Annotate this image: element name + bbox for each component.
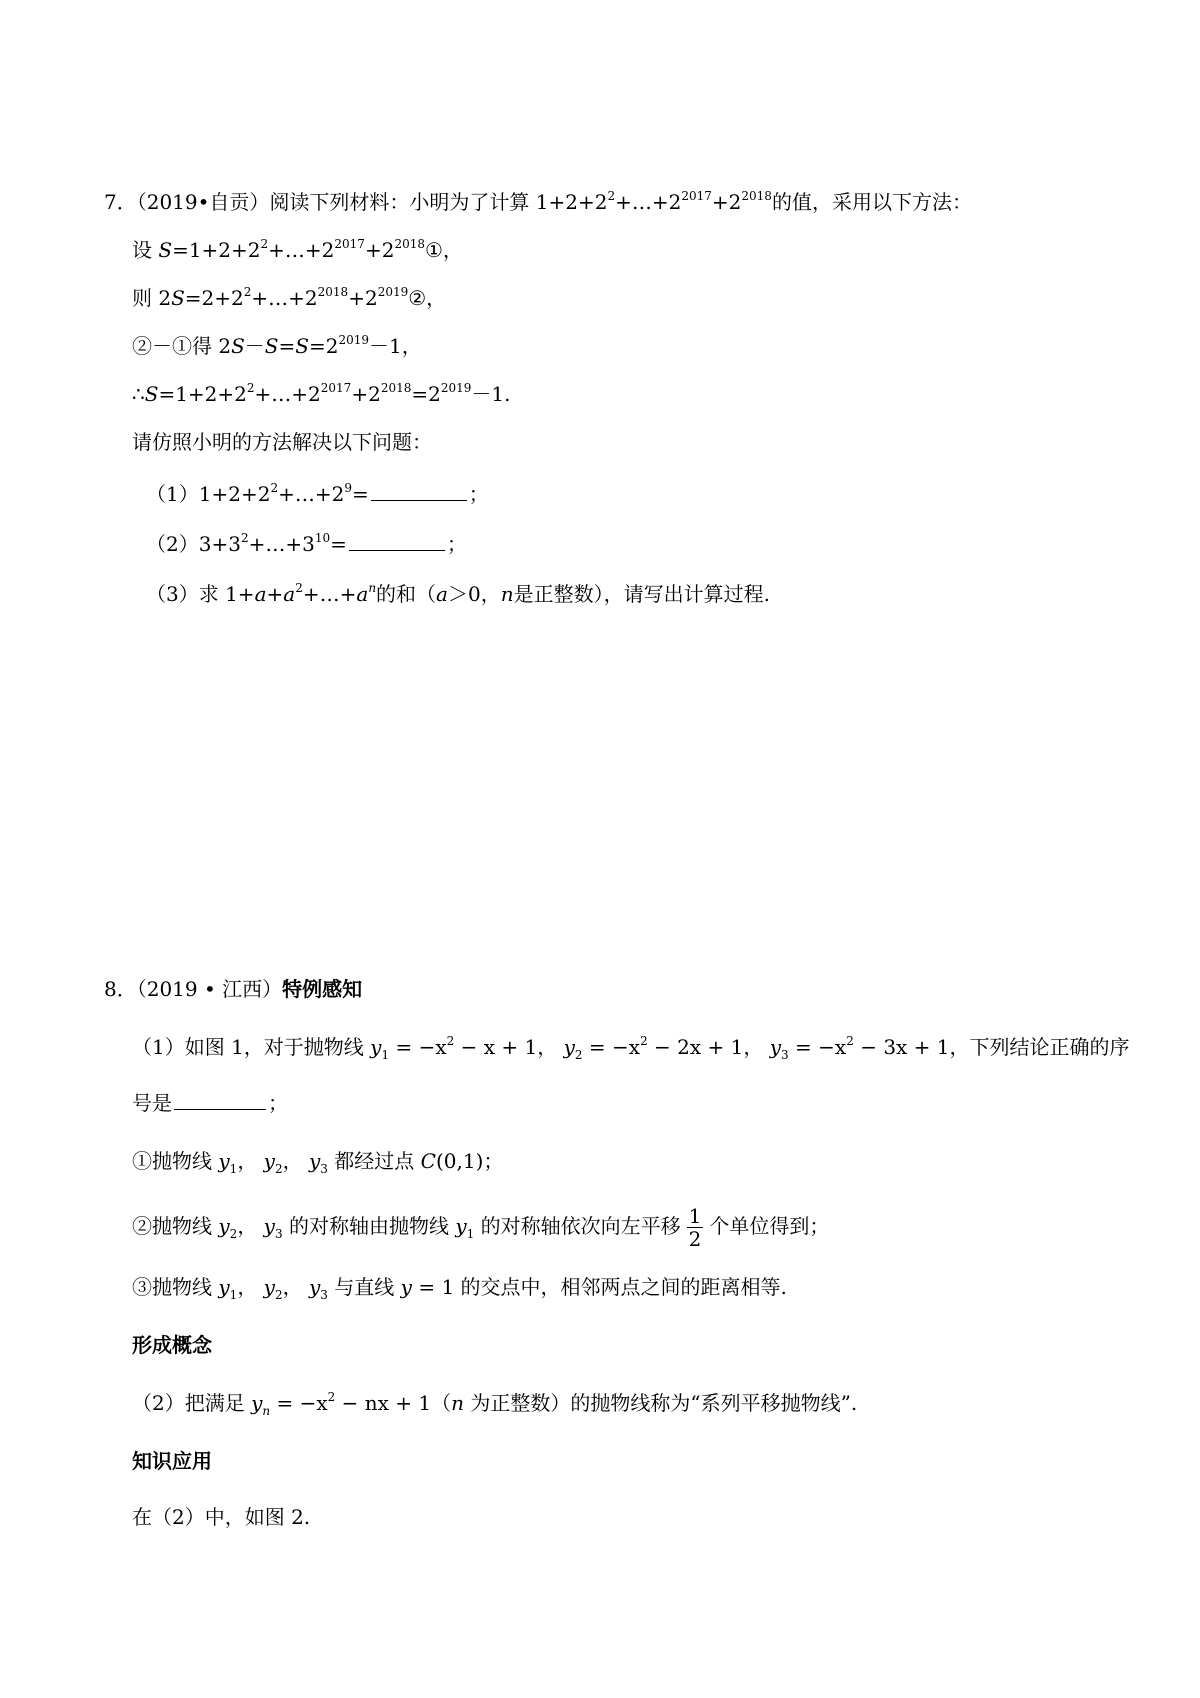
q8-heading-3: 知识应用 <box>132 1449 212 1473</box>
q7-part1: $(1)1+2+2^2+\dots+2^9=$ ； <box>146 481 489 506</box>
fraction-one-half: $\frac{1}{2}$ <box>688 1204 702 1251</box>
q7-part3: （3）求 $1+a+a^2+\dots+a^n$的和（a＞0，n是正整数），请写出计算过程. <box>146 581 770 606</box>
answer-blank-1[interactable] <box>371 482 467 501</box>
q8-heading-2: 形成概念 <box>132 1333 212 1357</box>
q8-conclusion-1: ①抛物线 $y_1$， $y_2$， $y_3$ 都经过点 C(0,1)； <box>132 1149 504 1176</box>
q8-number: 8． <box>104 977 137 1001</box>
q7-part2: $(2)3+3^2+\dots+3^{10}=$ ； <box>146 531 467 556</box>
q8-part3: 在（2）中，如图 2. <box>132 1505 311 1529</box>
q8-part2: （2）把满足 $y_n = -x^2$ − nx + 1（n 为正整数）的抛物线称为“系列平移抛物线”. <box>132 1390 858 1418</box>
q8-part1: （1）如图 1，对于抛物线 $y_1 = -x^2 - x + 1$， $y_2 = -x^2 - 2x + 1$， $y_3 = -x^2 - 3x + 1$，下列结论正确的序 <box>132 1034 1130 1062</box>
q7-step3: ②－①得 $2S-S=S=2^{2019}-1$， <box>132 333 422 358</box>
q7-instruction: 请仿照小明的方法解决以下问题： <box>132 430 432 454</box>
q8-part1-answer: 号是 ； <box>132 1091 288 1115</box>
answer-blank-3[interactable] <box>174 1091 266 1110</box>
q8-heading-1: 特例感知 <box>282 977 363 1001</box>
q8-conclusion-3: ③抛物线 $y_1$， $y_2$， $y_3$ 与直线 y = 1 的交点中，相邻两点之间的距离相等. <box>132 1275 787 1302</box>
q7-number: 7． <box>104 190 137 214</box>
answer-blank-2[interactable] <box>349 532 445 551</box>
q8-header <box>104 975 362 1003</box>
q7-step2: 则 $2S=2+2^2+\dots+2^{2018}+2^{2019}②$， <box>132 285 447 310</box>
q7-source: （2019•自贡） <box>136 190 270 214</box>
q7-intro: 7．（2019•自贡）阅读下列材料：小明为了计算 $1+2+2^2+\dots+2^{2017}+2^{2018}$的值，采用以下方法： <box>104 189 972 214</box>
q8-source: （2019 • 江西） <box>136 977 283 1001</box>
q7-step4: $\therefore S=1+2+2^2+\dots+2^{2017}+2^{2018}=2^{2019}-1$. <box>132 381 511 406</box>
q8-conclusion-2: ②抛物线 $y_2$， $y_3$ 的对称轴由抛物线 $y_1$ 的对称轴依次向左平移 $\frac{1}{2}$ 个单位得到； <box>132 1204 830 1251</box>
q7-step1: 设 $S=1+2+2^2+\dots+2^{2017}+2^{2018}①$， <box>132 237 463 262</box>
